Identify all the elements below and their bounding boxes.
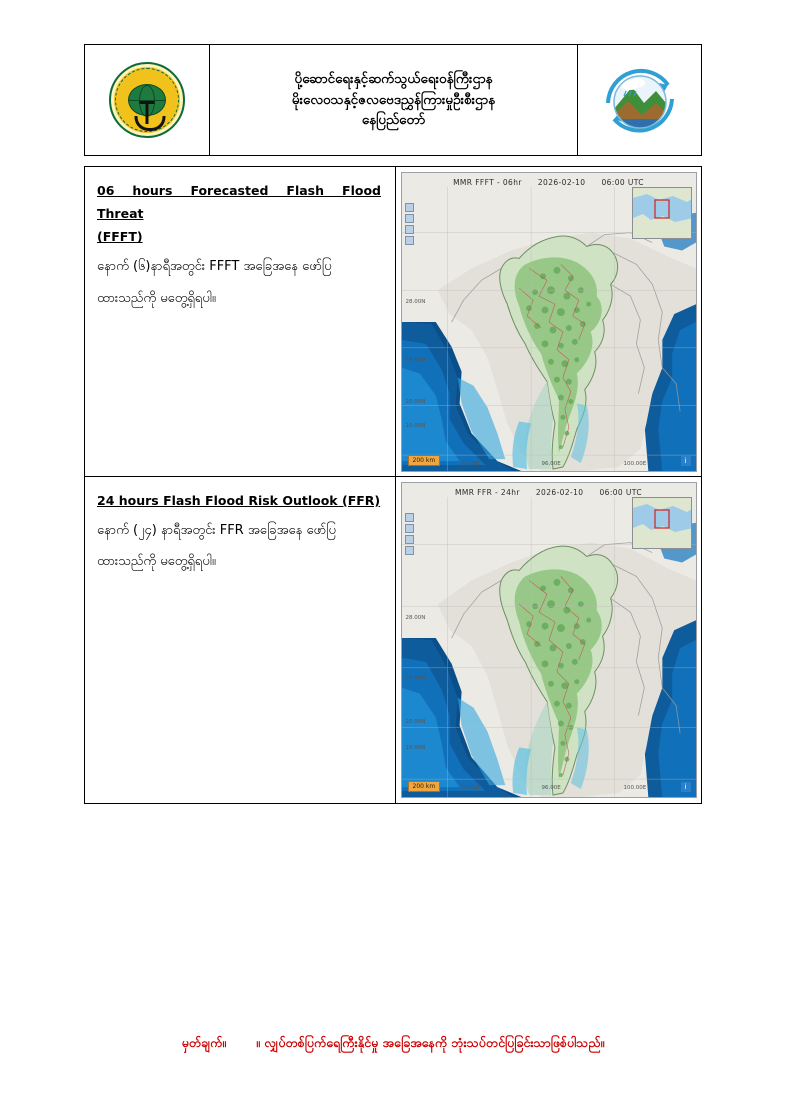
map-2-tool-zoom-in[interactable] xyxy=(405,513,414,522)
map-2-ytick-0: 28.00N xyxy=(405,615,426,621)
map-1-tool-pan[interactable] xyxy=(405,236,414,245)
header-logo-cell-right xyxy=(578,45,701,155)
footer-note xyxy=(0,1032,786,1054)
map-2-ytick-2: 20.00N xyxy=(405,719,426,725)
map-2-ytick-3: 16.00N xyxy=(405,745,426,751)
map-1-ytick-3: 16.00N xyxy=(405,423,426,429)
row-1-text-cell xyxy=(85,167,396,476)
map-1-tool-zoom-in[interactable] xyxy=(405,203,414,212)
map-2-xtick-0: 92.00E xyxy=(461,785,481,791)
header-title-line-3: နေပြည်တော် xyxy=(361,112,426,129)
map-1-tool-layers[interactable] xyxy=(405,225,414,234)
map-2-date: 2026-02-10 xyxy=(535,487,584,497)
map-1-xtick-0: 92.00E xyxy=(461,461,481,467)
row-2-body-line-1: နောက် (၂၄) နာရီအတွင်း FFR အခြေအနေ ဖော်ပြ xyxy=(97,523,336,539)
row-2-text-cell xyxy=(85,477,396,803)
ffr-24hr-map[interactable] xyxy=(401,482,697,798)
map-1-xtick-2: 100.00E xyxy=(623,461,647,467)
footer-note-text: ။ လျှပ်တစ်ပြက်ရေကြီးနိုင်မှု အခြေအနေကို ဘုံးသပ်တင်ပြခြင်းသာဖြစ်ပါသည်။ xyxy=(256,1035,605,1050)
map-2-xtick-2: 100.00E xyxy=(623,785,647,791)
map-1-time: 06:00 UTC xyxy=(601,177,644,187)
map-1-date: 2026-02-10 xyxy=(537,177,586,187)
anchor-icon xyxy=(146,104,149,124)
ministry-emblem-icon xyxy=(109,62,185,138)
row-2-body-line-2: ထားသည်ကို မတွေ့ရှိရပါ။ xyxy=(97,554,216,570)
hydrology-department-logo-icon xyxy=(598,63,682,137)
ffft-06hr-map[interactable] xyxy=(401,172,697,472)
map-1-ytick-1: 24.00N xyxy=(405,357,426,363)
document-header xyxy=(84,44,702,156)
row-1-body-line-1: နောက် (၆)နာရီအတွင်း FFFT အခြေအနေ ဖော်ပြ xyxy=(97,259,332,275)
map-1-info-icon[interactable]: i xyxy=(681,456,691,466)
map-2-tool-pan[interactable] xyxy=(405,546,414,555)
map-1-ytick-0: 28.00N xyxy=(405,299,426,305)
header-logo-cell-left xyxy=(85,45,210,155)
map-1-ytick-2: 20.00N xyxy=(405,399,426,405)
map-2-tool-layers[interactable] xyxy=(405,535,414,544)
map-1-overview-inset[interactable] xyxy=(632,187,692,239)
map-2-xtick-1: 96.00E xyxy=(541,785,561,791)
footer-note-label: မှတ်ချက်။ xyxy=(181,1035,227,1050)
row-1-map-cell xyxy=(396,167,701,476)
map-1-tool-palette[interactable] xyxy=(405,203,414,247)
map-2-time: 06:00 UTC xyxy=(599,487,642,497)
forecast-table xyxy=(84,166,702,804)
map-1-scale-bar: 200 km xyxy=(408,455,441,466)
map-2-title: MMR FFR - 24hr xyxy=(455,487,520,497)
header-title-cell xyxy=(210,45,578,155)
header-title-line-2: မိုးလေဝသနှင့်ဇလဗေဒညွှန်ကြားမှုဦးစီးဌာန xyxy=(291,91,496,108)
row-1-title-line-2: (FFFT) xyxy=(97,229,143,245)
map-1-title: MMR FFFT - 06hr xyxy=(453,177,522,187)
map-2-scale-bar: 200 km xyxy=(408,781,441,792)
map-1-xtick-1: 96.00E xyxy=(541,461,561,467)
map-1-tool-zoom-out[interactable] xyxy=(405,214,414,223)
row-1-title-line-1: 06 hours Forecasted Flash Flood Threat xyxy=(97,183,381,222)
table-row xyxy=(85,167,701,477)
table-row xyxy=(85,477,701,803)
row-2-title-line-1: 24 hours Flash Flood Risk Outlook (FFR) xyxy=(97,493,381,508)
header-title-line-1: ပို့ဆောင်ရေးနှင့်ဆက်သွယ်ရေးဝန်ကြီးဌာန xyxy=(294,70,493,87)
row-1-body-line-2: ထားသည်ကို မတွေ့ရှိရပါ။ xyxy=(97,290,216,306)
map-2-tool-zoom-out[interactable] xyxy=(405,524,414,533)
map-2-info-icon[interactable]: i xyxy=(681,782,691,792)
map-2-ytick-1: 24.00N xyxy=(405,675,426,681)
row-2-map-cell xyxy=(396,477,701,803)
map-2-overview-inset[interactable] xyxy=(632,497,692,549)
map-2-tool-palette[interactable] xyxy=(405,513,414,557)
